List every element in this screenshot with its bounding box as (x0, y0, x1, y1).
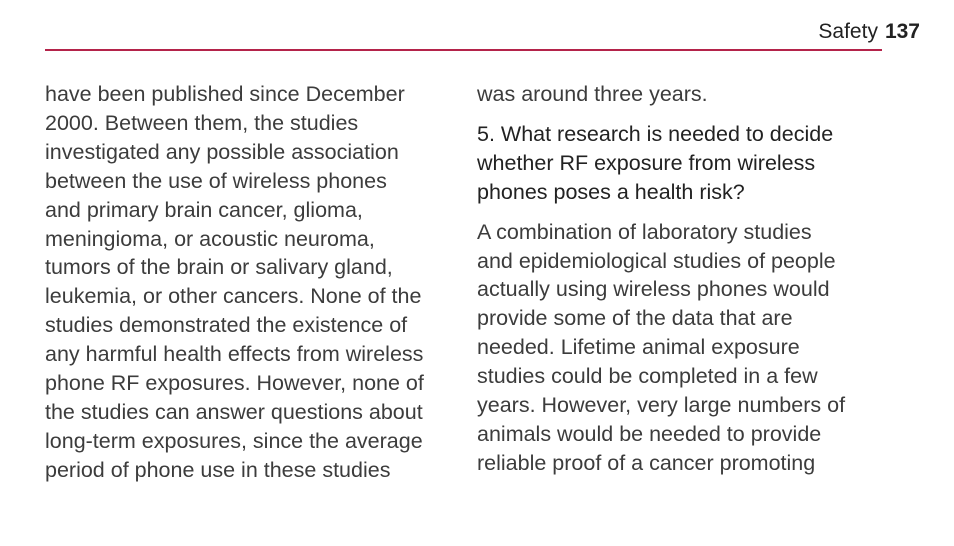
text-line: years. However, very large numbers of (477, 393, 846, 418)
page-header (0, 0, 954, 52)
question-line: phones poses a health risk? (477, 179, 745, 204)
text-line: studies could be completed in a few (477, 364, 818, 389)
text-line: phone RF exposures. However, none of (45, 371, 424, 396)
text-line: leukemia, or other cancers. None of the (45, 284, 422, 309)
left-column (45, 80, 455, 485)
answer-paragraph (477, 218, 877, 478)
text-line: the studies can answer questions about (45, 399, 423, 424)
text-line: any harmful health effects from wireless (45, 342, 424, 367)
question-line: whether RF exposure from wireless (477, 150, 816, 175)
text-line: between the use of wireless phones (45, 168, 387, 193)
text-line: tumors of the brain or salivary gland, (45, 255, 393, 280)
text-line: 2000. Between them, the studies (45, 110, 359, 135)
text-line: animals would be needed to provide (477, 421, 822, 446)
text-line: A combination of laboratory studies (477, 219, 812, 244)
text-line: investigated any possible association (45, 139, 399, 164)
text-line: and primary brain cancer, glioma, (45, 197, 363, 222)
text-line: was around three years. (477, 82, 708, 106)
text-line: have been published since December (45, 82, 405, 106)
header-divider (45, 49, 882, 51)
text-line: period of phone use in these studies (45, 457, 391, 482)
continuation-paragraph (477, 80, 877, 109)
page-number: 137 (884, 20, 920, 43)
question-heading (477, 120, 877, 207)
text-line: needed. Lifetime animal exposure (477, 335, 800, 360)
text-line: meningioma, or acoustic neuroma, (45, 226, 375, 251)
right-column (477, 80, 877, 478)
left-paragraph (45, 80, 455, 485)
text-line: and epidemiological studies of people (477, 248, 836, 273)
text-line: reliable proof of a cancer promoting (477, 450, 816, 475)
text-line: provide some of the data that are (477, 306, 793, 331)
text-line: studies demonstrated the existence of (45, 313, 408, 338)
section-title: Safety (818, 20, 878, 43)
header-label (818, 19, 920, 45)
text-line: long-term exposures, since the average (45, 428, 423, 453)
question-line: 5. What research is needed to decide (477, 121, 834, 146)
text-line: actually using wireless phones would (477, 277, 830, 302)
